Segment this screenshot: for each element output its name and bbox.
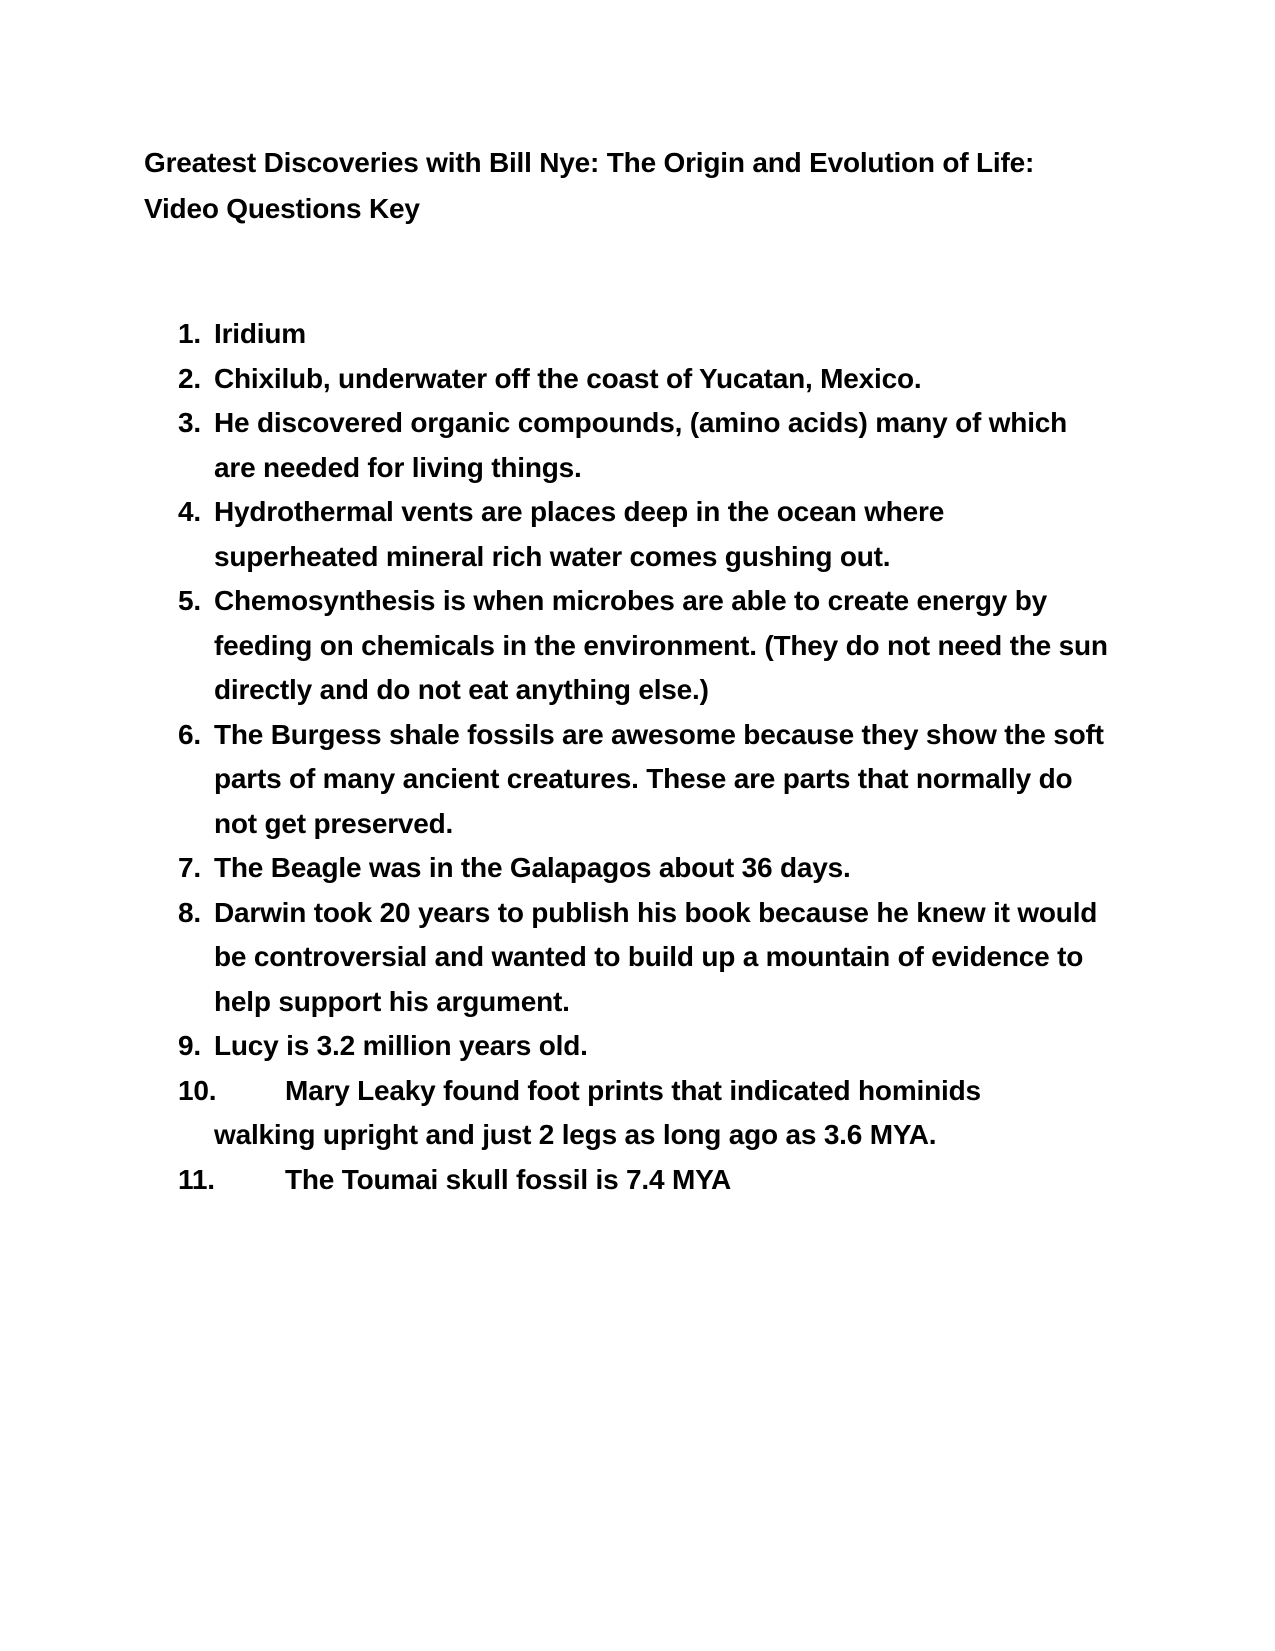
item-text: Lucy is 3.2 million years old.	[214, 1030, 588, 1061]
item-number: 11.	[178, 1163, 215, 1195]
title-line-1: Greatest Discoveries with Bill Nye: The Origin and Evolution of Life:	[144, 147, 1035, 178]
list-item	[178, 1158, 1108, 1203]
list-item	[178, 579, 1108, 713]
list-item	[178, 312, 1108, 357]
item-number: 9.	[178, 1030, 201, 1061]
item-number: 7.	[178, 852, 201, 883]
item-number: 5.	[178, 585, 201, 616]
item-text: The Burgess shale fossils are awesome because they show the soft parts of many ancient creatures. These are parts that normally do not get preserved.	[214, 718, 1104, 839]
item-text: Darwin took 20 years to publish his book because he knew it would be controversial and wanted to build up a mountain of evidence to help support his argument.	[214, 896, 1098, 1017]
answer-list	[178, 312, 1108, 1202]
item-text-line-1: Mary Leaky found foot prints that indicated hominids	[285, 1074, 981, 1106]
item-number: 4.	[178, 496, 201, 527]
list-item	[178, 713, 1108, 847]
document-title	[144, 140, 1104, 232]
item-text: The Beagle was in the Galapagos about 36 days.	[214, 852, 851, 883]
item-number: 10.	[178, 1074, 217, 1106]
list-item	[178, 891, 1108, 1025]
item-text: Chemosynthesis is when microbes are able to create energy by feeding on chemicals in the environment. (They do not need the sun directly and do not eat anything else.)	[214, 585, 1108, 705]
item-number: 8.	[178, 896, 201, 928]
item-number: 3.	[178, 407, 201, 438]
item-text-line-2: walking upright and just 2 legs as long ago as 3.6 MYA.	[214, 1119, 937, 1150]
list-item	[178, 490, 1108, 579]
item-number: 6.	[178, 718, 201, 750]
list-item	[178, 846, 1108, 891]
list-item	[178, 1024, 1108, 1069]
list-item	[178, 401, 1108, 490]
item-text-line-1: The Toumai skull fossil is 7.4 MYA	[285, 1163, 731, 1195]
item-number: 1.	[178, 318, 201, 349]
item-text: Hydrothermal vents are places deep in the ocean where superheated mineral rich water comes gushing out.	[214, 496, 945, 572]
title-line-2: Video Questions Key	[144, 193, 420, 224]
list-item	[178, 357, 1108, 402]
item-text: Iridium	[214, 318, 306, 349]
item-text: He discovered organic compounds, (amino acids) many of which are needed for living things.	[214, 407, 1068, 483]
item-number: 2.	[178, 362, 201, 394]
list-item	[178, 1069, 1108, 1158]
item-text: Chixilub, underwater off the coast of Yucatan, Mexico.	[214, 362, 922, 394]
